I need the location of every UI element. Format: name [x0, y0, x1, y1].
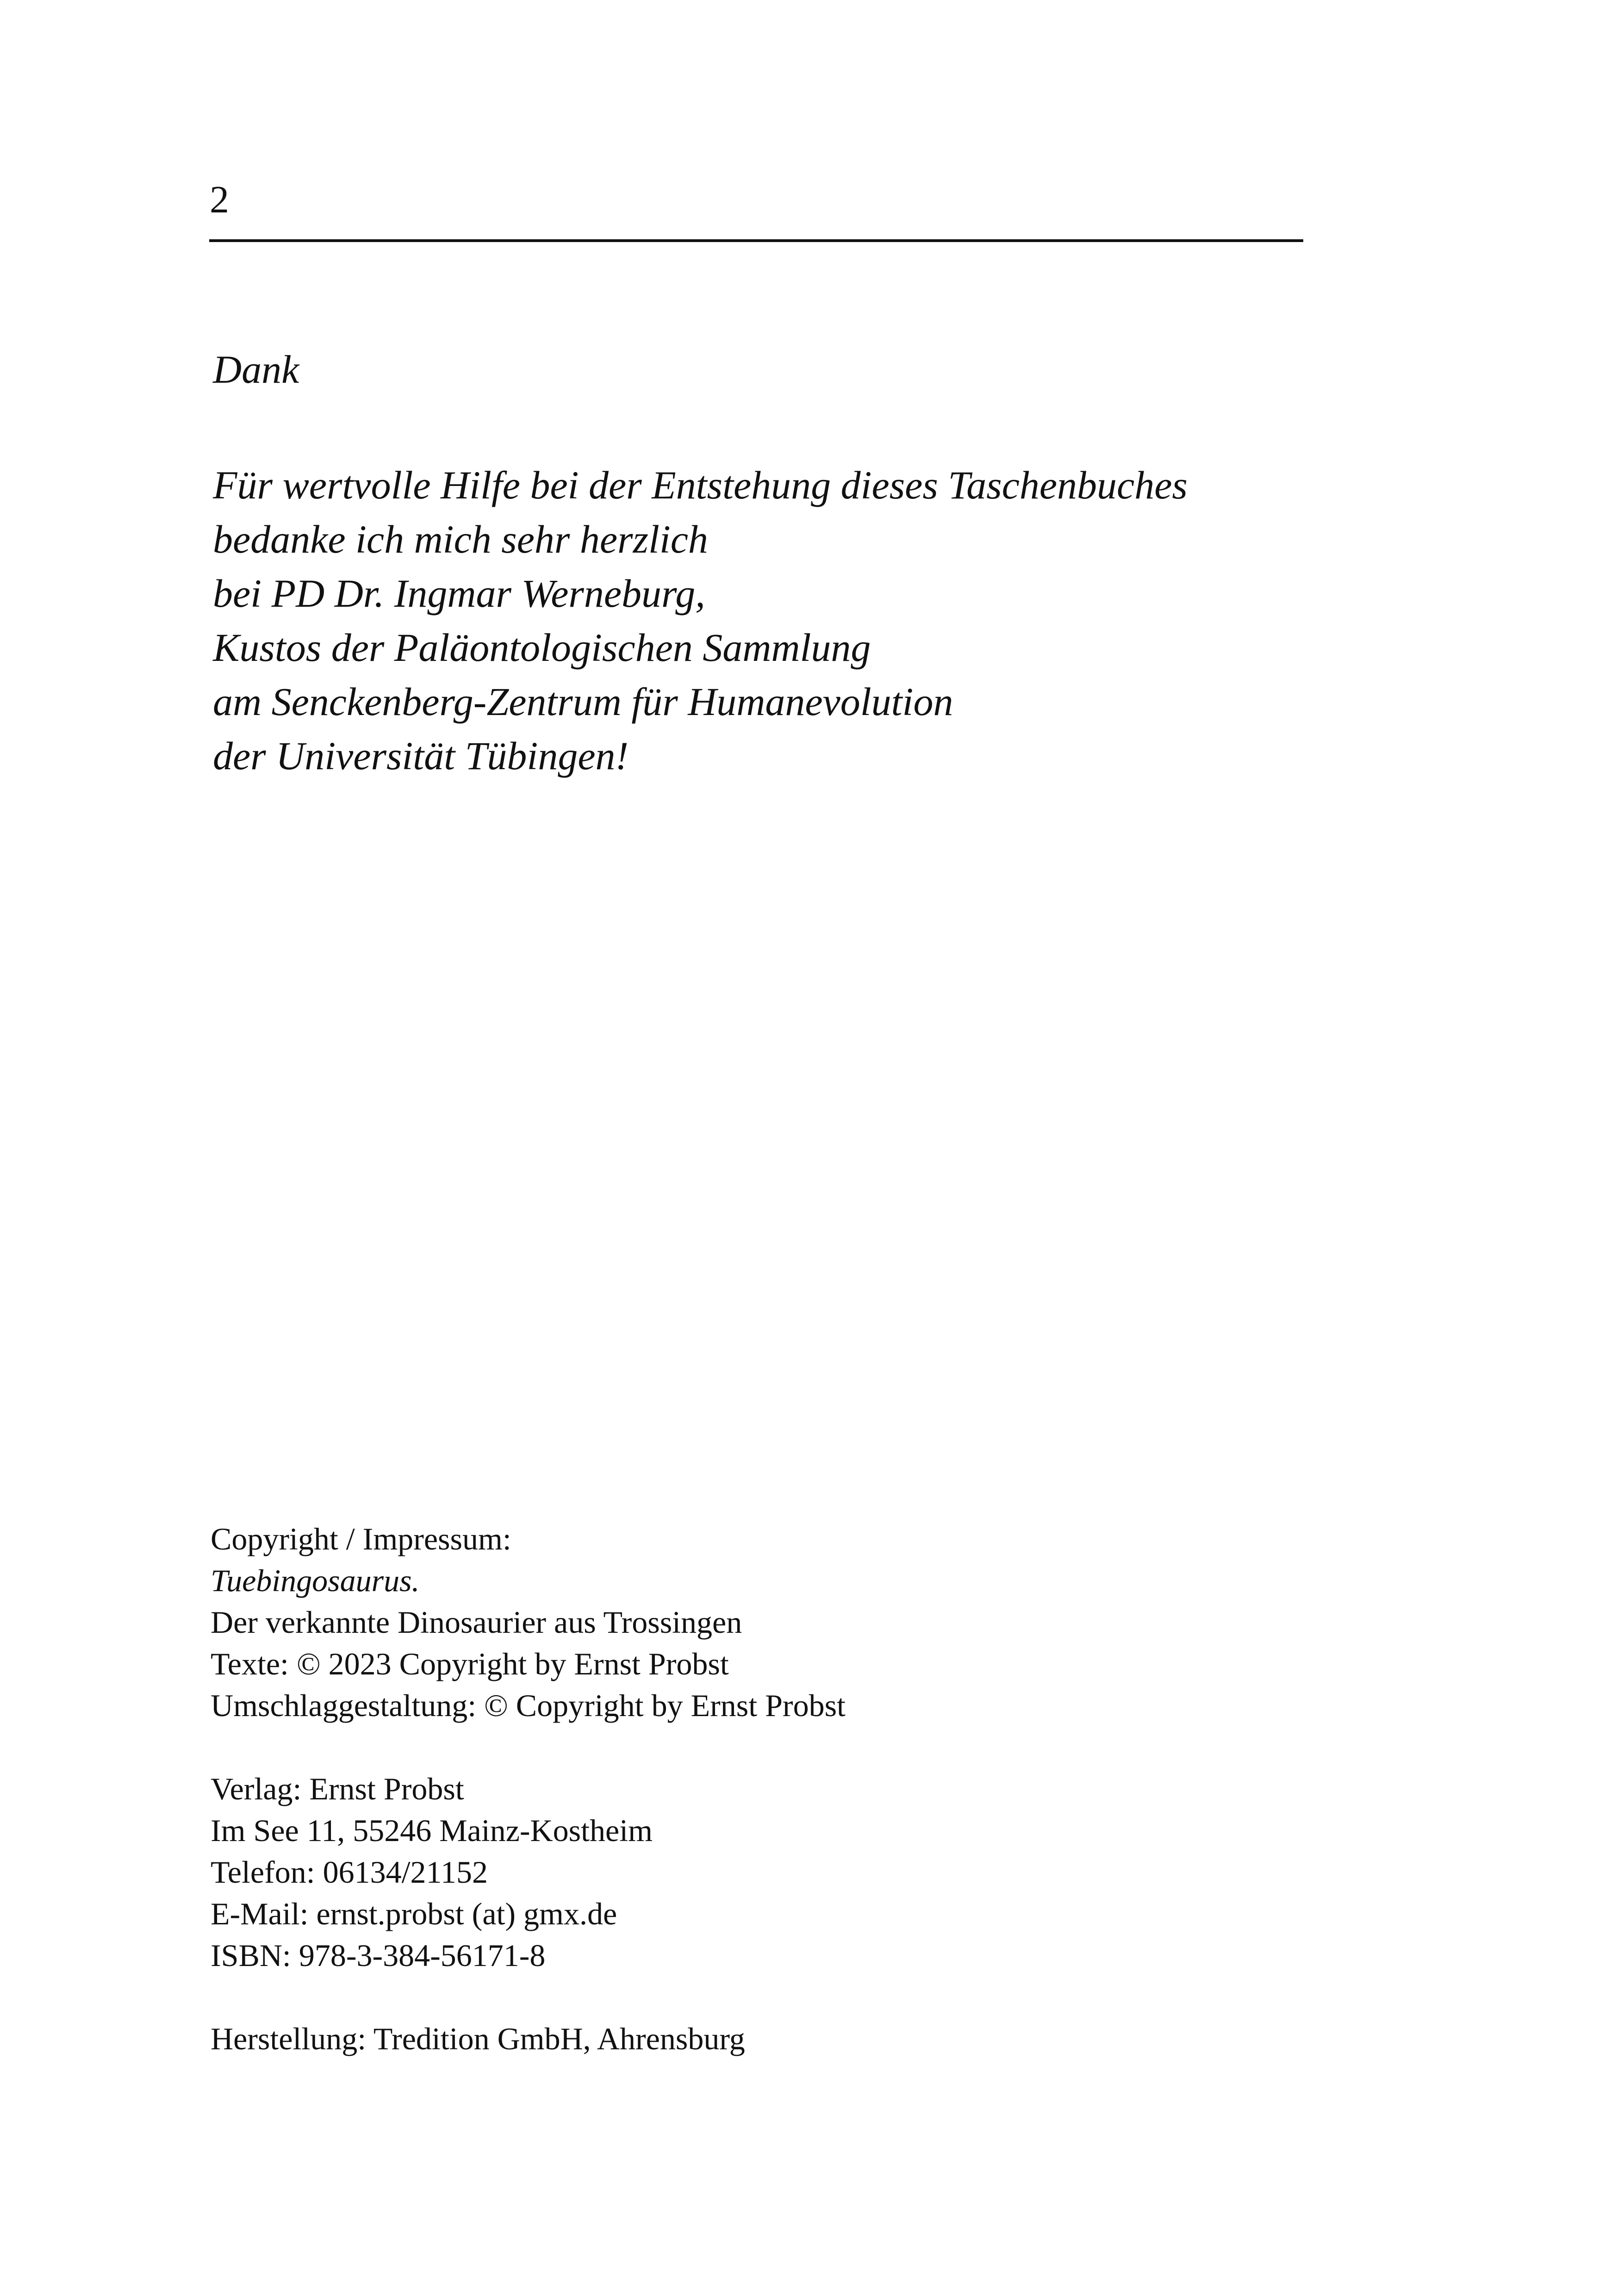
spacer [211, 1976, 846, 2018]
book-subtitle: Der verkannte Dinosaurier aus Trossingen [211, 1605, 742, 1640]
publisher-email: E-Mail: ernst.probst (at) gmx.de [211, 1896, 617, 1931]
acknowledgement-line: Kustos der Paläontologischen Sammlung [213, 625, 871, 670]
acknowledgement-line: der Universität Tübingen! [213, 734, 629, 778]
texts-copyright: Texte: © 2023 Copyright by Ernst Probst [211, 1646, 729, 1681]
acknowledgement-line: Für wertvolle Hilfe bei der Entstehung dieses Taschenbuches [213, 463, 1188, 507]
acknowledgement-line: bedanke ich mich sehr herzlich [213, 517, 708, 561]
cover-copyright: Umschlaggestaltung: © Copyright by Ernst Probst [211, 1688, 846, 1723]
book-title: Tuebingosaurus. [211, 1563, 420, 1598]
isbn: ISBN: 978-3-384-56171-8 [211, 1938, 546, 1973]
publisher-address: Im See 11, 55246 Mainz-Kostheim [211, 1813, 653, 1848]
header-rule [209, 239, 1303, 242]
page-number: 2 [210, 178, 229, 221]
acknowledgement-line: bei PD Dr. Ingmar Werneburg, [213, 571, 705, 616]
acknowledgement-heading: Dank [213, 347, 299, 392]
acknowledgement-line: am Senckenberg-Zentrum für Humanevolution [213, 679, 953, 724]
impressum-block [211, 1518, 846, 2060]
impressum-label: Copyright / Impressum: [211, 1521, 511, 1556]
spacer [211, 1726, 846, 1768]
production-credit: Herstellung: Tredition GmbH, Ahrensburg [211, 2021, 745, 2056]
acknowledgement-text [213, 458, 1188, 783]
publisher: Verlag: Ernst Probst [211, 1771, 464, 1806]
publisher-phone: Telefon: 06134/21152 [211, 1854, 488, 1890]
